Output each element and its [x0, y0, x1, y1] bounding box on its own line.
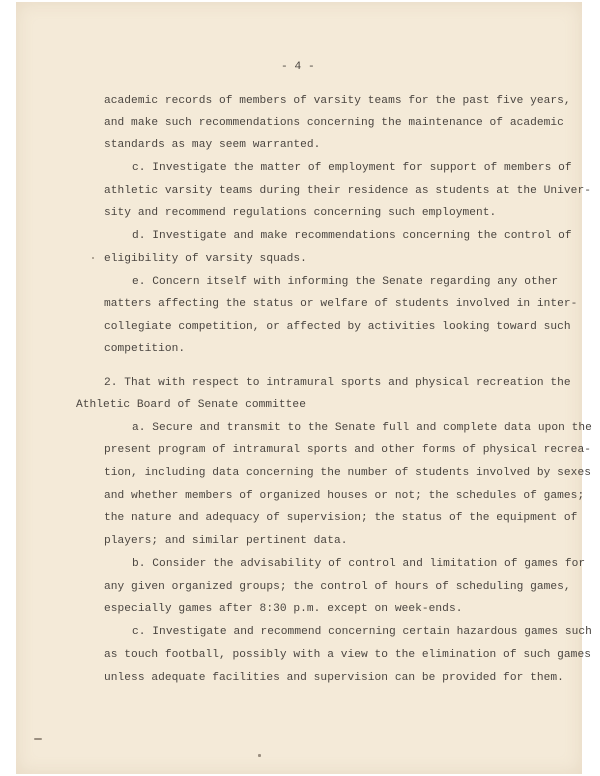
- page-number: - 4 -: [281, 61, 315, 73]
- text-line: c. Investigate the matter of employment for support of members of: [132, 162, 572, 174]
- text-line: present program of intramural sports and other forms of physical recrea-: [104, 444, 591, 456]
- text-line: matters affecting the status or welfare of students involved in inter-: [104, 298, 578, 310]
- text-line: b. Consider the advisability of control and limitation of games for: [132, 558, 586, 570]
- text-line: d. Investigate and make recommendations concerning the control of: [132, 230, 572, 242]
- text-line: as touch football, possibly with a view to the elimination of such games: [104, 649, 591, 661]
- text-line: academic records of members of varsity teams for the past five years,: [104, 95, 571, 107]
- text-line: sity and recommend regulations concerning such employment.: [104, 207, 497, 219]
- text-line: competition.: [104, 343, 186, 355]
- text-line: standards as may seem warranted.: [104, 139, 321, 151]
- paper-speck: [34, 738, 42, 740]
- text-line: the nature and adequacy of supervision; the status of the equipment of: [104, 512, 578, 524]
- text-line: a. Secure and transmit to the Senate full and complete data upon the: [132, 422, 592, 434]
- text-line: 2. That with respect to intramural sports and physical recreation the: [104, 377, 571, 389]
- text-line: Athletic Board of Senate committee: [76, 399, 306, 411]
- text-line: c. Investigate and recommend concerning certain hazardous games such: [132, 626, 592, 638]
- text-line: athletic varsity teams during their residence as students at the Univer-: [104, 185, 591, 197]
- text-line: and make such recommendations concerning the maintenance of academic: [104, 117, 564, 129]
- text-line: tion, including data concerning the number of students involved by sexes: [104, 467, 591, 479]
- paper-speck: [92, 257, 94, 259]
- text-line: any given organized groups; the control of hours of scheduling games,: [104, 581, 571, 593]
- text-line: players; and similar pertinent data.: [104, 535, 348, 547]
- text-line: e. Concern itself with informing the Senate regarding any other: [132, 276, 559, 288]
- text-line: collegiate competition, or affected by activities looking toward such: [104, 321, 571, 333]
- text-line: eligibility of varsity squads.: [104, 253, 307, 265]
- text-line: unless adequate facilities and supervision can be provided for them.: [104, 672, 564, 684]
- text-line: especially games after 8:30 p.m. except on week-ends.: [104, 603, 463, 615]
- text-line: and whether members of organized houses or not; the schedules of games;: [104, 490, 585, 502]
- paper-speck: [258, 754, 261, 757]
